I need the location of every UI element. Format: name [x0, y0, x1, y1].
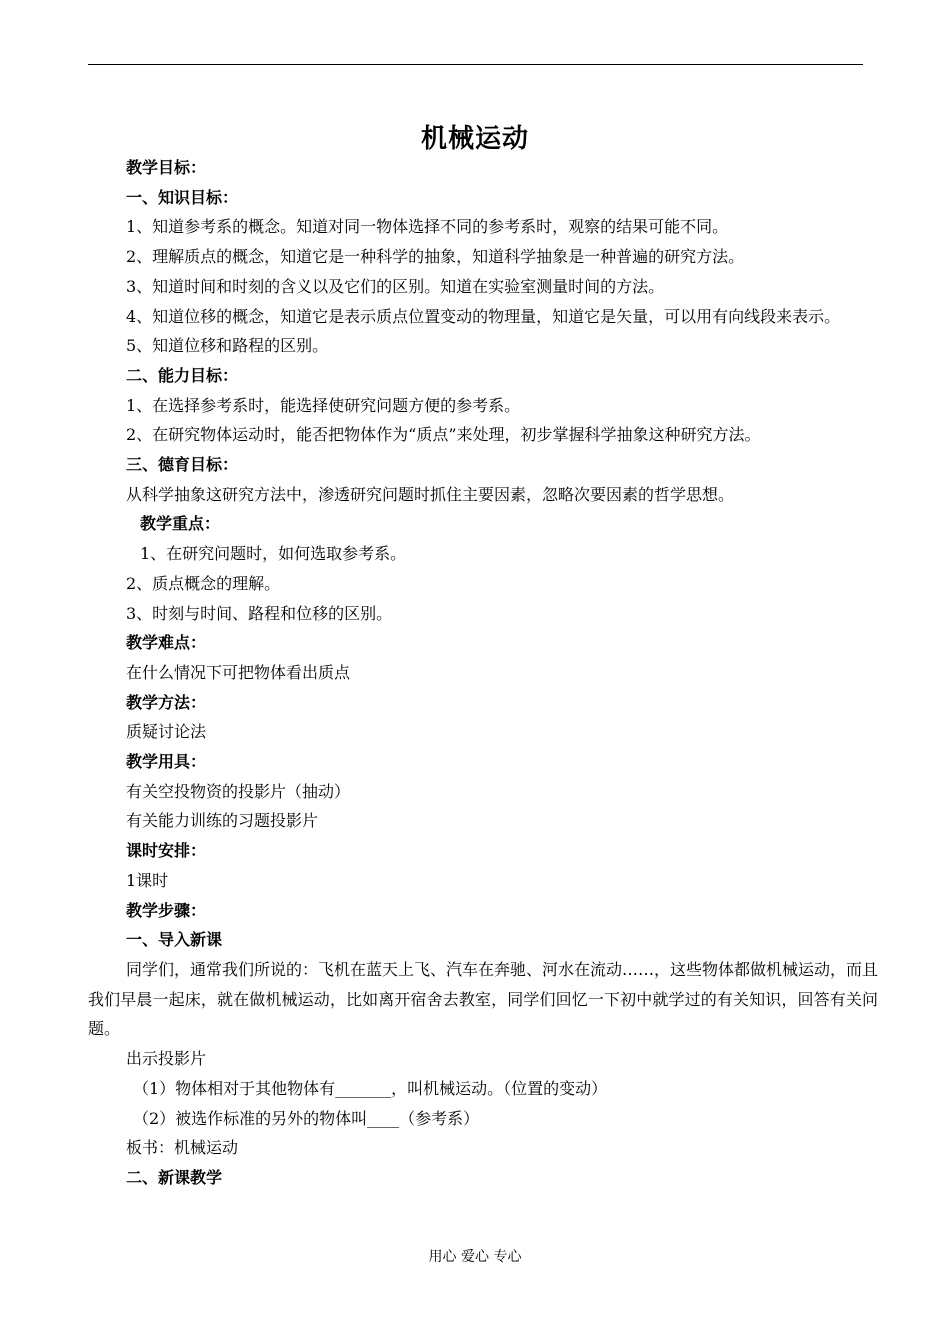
text-line: 板书：机械运动	[126, 1138, 239, 1158]
text-line: 在什么情况下可把物体看出质点	[126, 662, 351, 682]
text-line: 三、德育目标：	[126, 455, 239, 475]
text-line: 教学用具：	[126, 752, 207, 772]
text-line: 2、在研究物体运动时，能否把物体作为“质点”来处理，初步掌握科学抽象这种研究方法。	[126, 425, 761, 445]
text-line: 1、在选择参考系时，能选择使研究问题方便的参考系。	[126, 395, 521, 415]
text-line: 教学重点：	[140, 514, 221, 534]
header-rule	[88, 64, 863, 65]
page-title: 机械运动	[420, 124, 529, 154]
text-line: 1、知道参考系的概念。知道对同一物体选择不同的参考系时，观察的结果可能不同。	[126, 217, 729, 237]
page-footer: 用心 爱心 专心	[428, 1249, 522, 1265]
text-line: 二、能力目标：	[126, 365, 239, 385]
text-line: 3、时刻与时间、路程和位移的区别。	[126, 603, 393, 623]
text-line: 质疑讨论法	[126, 722, 207, 742]
text-line: 2、理解质点的概念，知道它是一种科学的抽象，知道科学抽象是一种普遍的研究方法。	[126, 247, 745, 267]
text-paragraph: 同学们，通常我们所说的：飞机在蓝天上飞、汽车在奔驰、河水在流动……，这些物体都做机械运动，而且我们早晨一起床，就在做机械运动，比如离开宿舍去教室，同学们回忆一下初中就学过的有关知识，回答有关问题。	[88, 959, 879, 1039]
text-line: 从科学抽象这研究方法中，渗透研究问题时抓住主要因素，忽略次要因素的哲学思想。	[126, 484, 735, 504]
text-line: 有关能力训练的习题投影片	[126, 811, 319, 831]
text-line: 教学步骤：	[126, 900, 207, 920]
text-line: 二、新课教学	[126, 1167, 223, 1187]
text-line: 2、质点概念的理解。	[126, 573, 281, 593]
text-line: 3、知道时间和时刻的含义以及它们的区别。知道在实验室测量时间的方法。	[126, 276, 665, 296]
text-line: （2）被选作标准的另外的物体叫____（参考系）	[133, 1108, 480, 1128]
text-line: 一、导入新课	[126, 930, 223, 950]
text-line: 出示投影片	[126, 1049, 207, 1069]
text-line: 课时安排：	[126, 841, 207, 861]
text-line: 1、在研究问题时，如何选取参考系。	[140, 544, 407, 564]
text-line: 5、知道位移和路程的区别。	[126, 336, 329, 356]
text-line: 教学难点：	[126, 633, 207, 653]
text-line: 1课时	[126, 870, 169, 890]
text-line: 教学方法：	[126, 692, 207, 712]
document-body	[88, 153, 878, 1193]
text-paragraph: 4、知道位移的概念，知道它是表示质点位置变动的物理量，知道它是矢量，可以用有向线段来表示。	[126, 306, 841, 326]
text-line: 有关空投物资的投影片（抽动）	[126, 781, 351, 801]
text-line: 教学目标：	[126, 158, 207, 177]
text-line: 一、知识目标：	[126, 187, 239, 207]
text-line: （1）物体相对于其他物体有_______，叫机械运动。（位置的变动）	[133, 1078, 608, 1098]
